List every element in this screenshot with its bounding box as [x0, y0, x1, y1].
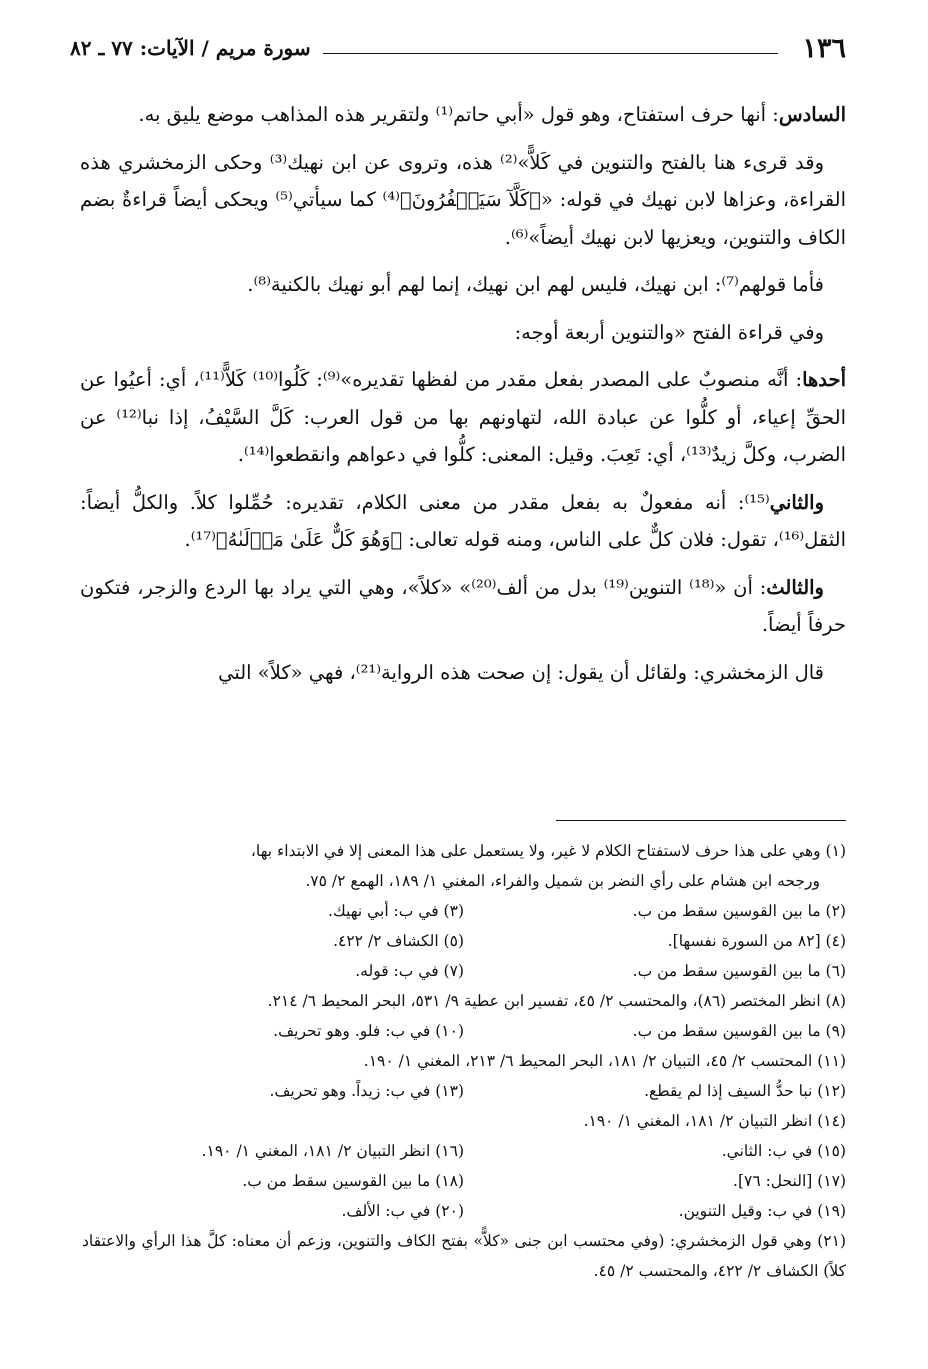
footnote-14: (١٤) انظر التبيان ٢/ ١٨١، المغني ١/ ١٩٠.	[583, 1112, 846, 1130]
paragraph-lead: أحدها	[802, 368, 847, 391]
footnote-row	[82, 926, 846, 956]
footnote-7: (٧) في ب: قوله.	[355, 962, 464, 980]
header-title: سورة مريم / الآيات: ٧٧ ـ ٨٢	[70, 36, 311, 60]
footnote-11: (١١) المحتسب ٢/ ٤٥، التبيان ٢/ ١٨١، البحر المحيط ٦/ ٢١٣، المغني ١/ ١٩٠.	[363, 1052, 846, 1070]
paragraph-lead: والثاني	[769, 490, 824, 514]
paragraph-6	[80, 484, 846, 559]
footnote-1: (١) وهي على هذا حرف لاستفتاح الكلام لا غير، ولا يستعمل على هذا المعنى إلا في الابتداء بها،	[250, 842, 846, 860]
footnote-17: (١٧) [النحل: ٧٦].	[733, 1172, 846, 1190]
footnote-15: (١٥) في ب: الثاني.	[721, 1142, 846, 1160]
paragraph-1	[80, 96, 846, 134]
running-header	[70, 28, 846, 68]
header-rule	[323, 53, 779, 54]
footnote-10: (١٠) في ب: فلو. وهو تحريف.	[273, 1022, 464, 1040]
footnote-16: (١٦) انظر التبيان ٢/ ١٨١، المغني ١/ ١٩٠.	[201, 1142, 464, 1160]
paragraph-lead: والثالث	[766, 575, 824, 599]
main-text	[80, 96, 846, 701]
footnote-row	[82, 896, 846, 926]
footnote-5: (٥) الكشاف ٢/ ٤٢٢.	[333, 932, 464, 950]
paragraph-4: وفي قراءة الفتح «والتنوين أربعة أوجه:	[514, 320, 824, 344]
footnote-rule	[556, 820, 846, 821]
paragraph-7	[80, 569, 846, 644]
paragraph-8: قال الزمخشري: ولقائل أن يقول: إن صحت هذه الرواية⁽²¹⁾، فهي «كلاً» التي	[218, 660, 824, 684]
footnote-9: (٩) ما بين القوسين سقط من ب.	[632, 1022, 846, 1040]
footnote-row	[82, 1166, 846, 1196]
footnotes	[82, 836, 846, 1286]
footnote-row	[82, 1136, 846, 1166]
paragraph-5	[80, 361, 846, 474]
footnote-21: (٢١) وهي قول الزمخشري: (وفي محتسب ابن جنى «كلاًّ» بفتح الكاف والتنوين، وزعم أن معناه: كلَّ هذا الرأي والاعتقاد كلاً) الكشاف ٢/ ٤٢٢، والمحتسب ٢/ ٤٥.	[82, 1232, 846, 1280]
footnote-13: (١٣) في ب: زيداً. وهو تحريف.	[269, 1082, 464, 1100]
footnote-row	[82, 1076, 846, 1106]
page-number: ١٣٦	[802, 32, 846, 64]
footnote-18: (١٨) ما بين القوسين سقط من ب.	[242, 1172, 464, 1190]
paragraph-text: : أنها حرف استفتاح، وهو قول «أبي حاتم⁽¹⁾ ولتقرير هذه المذاهب موضع يليق به.	[138, 103, 779, 126]
footnote-20: (٢٠) في ب: الألف.	[341, 1202, 464, 1220]
paragraph-3: فأما قولهم⁽⁷⁾: ابن نهيك، فليس لهم ابن نهيك، إنما لهم أبو نهيك بالكنية⁽⁸⁾.	[247, 273, 824, 296]
paragraph-text: : أن «⁽¹⁸⁾ التنوين⁽¹⁹⁾ بدل من ألف⁽²⁰⁾» «كلاً»، وهي التي يراد بها الردع والزجر، فتكون حرفاً أيضاً.	[80, 575, 846, 636]
paragraph-text: : أنَّه منصوبٌ على المصدر بفعل مقدر من لفظها تقديره»⁽⁹⁾: كَلُوا⁽¹⁰⁾ كَلاًّ⁽¹¹⁾، أي: أعيُوا عن الحقِّ إعياء، أو كلُّوا عن عبادة الله، لتهاونهم بها من قول العرب: كَلَّ السَّيْفُ، إذا نبا⁽¹²⁾ عن الضرب، وكلَّ زيدٌ⁽¹³⁾، أي: تَعِبَ. وقيل: المعنى: كلُّوا في دعواهم وانقطعوا⁽¹⁴⁾.	[80, 368, 846, 466]
footnote-row	[82, 956, 846, 986]
paragraph-2: وقد قرىء هنا بالفتح والتنوين في كَلاًّ»⁽²⁾ هذه، وتروى عن ابن نهيك⁽³⁾ وحكى الزمخشري هذه القراءة، وعزاها لابن نهيك في قوله: «﴿كَلَّآ سَيَكۡفُرُونَ﴾⁽⁴⁾ كما سيأتي⁽⁵⁾ ويحكى أيضاً قراءةٌ بضم الكاف والتنوين، ويعزيها لابن نهيك أيضاً»⁽⁶⁾.	[80, 150, 846, 249]
footnote-6: (٦) ما بين القوسين سقط من ب.	[632, 962, 846, 980]
footnote-2: (٢) ما بين القوسين سقط من ب.	[632, 902, 846, 920]
footnote-row	[82, 1016, 846, 1046]
paragraph-lead: السادس	[778, 103, 846, 126]
footnote-3: (٣) في ب: أبي نهيك.	[328, 902, 464, 920]
footnote-4: (٤) [٨٢ من السورة نفسها].	[667, 932, 846, 950]
footnote-1-continuation: ورجحه ابن هشام على رأي النضر بن شميل والفراء، المغني ١/ ١٨٩، الهمع ٢/ ٧٥.	[305, 872, 820, 890]
footnote-19: (١٩) في ب: وقيل التنوين.	[678, 1202, 846, 1220]
footnote-8: (٨) انظر المختصر (٨٦)، والمحتسب ٢/ ٤٥، تفسير ابن عطية ٩/ ٥٣١، البحر المحيط ٦/ ٢١٤.	[267, 992, 846, 1010]
footnote-12: (١٢) نبا حدُّ السيف إذا لم يقطع.	[644, 1082, 846, 1100]
paragraph-text: ⁽¹⁵⁾: أنه مفعولٌ به بفعل مقدر من معنى الكلام، تقديره: حُمِّلوا كلاً. والكلُّ أيضاً: الثقل⁽¹⁶⁾، تقول: فلان كلٌّ على الناس، ومنه قوله تعالى: ﴿وَهُوَ كَلٌّ عَلَىٰ مَوۡلَىٰهُ﴾⁽¹⁷⁾.	[80, 490, 846, 551]
footnote-row	[82, 1196, 846, 1226]
